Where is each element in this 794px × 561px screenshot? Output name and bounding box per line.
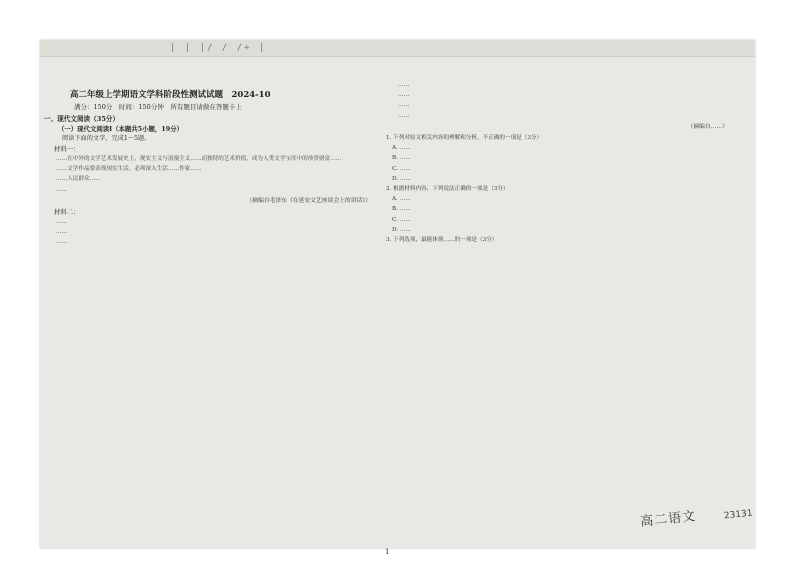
strip-marks: | | |/ / /+ | [170,43,267,53]
material1-paragraph: ……人民群众…… [56,176,101,183]
material2-paragraph: …… [56,219,68,226]
question-1-option: B. …… [392,155,411,162]
question-2: 2. 根据材料内容，下列说法正确的一项是（3分） [386,186,509,193]
material1-source: （摘编自毛泽东《在延安文艺座谈会上的讲话》） [246,197,371,204]
question-1-option: A. …… [392,145,411,152]
left-column [44,90,379,248]
material2-label: 材料二： [54,208,80,217]
question-2-option: A. …… [392,196,411,203]
exam-paper [40,40,755,556]
exam-subtitle: 满分：150分 时间：150分钟 所有题目请做在答题卡上 [74,103,242,111]
material1-paragraph: ……文学作品要表现现实生活，必须深入生活……作家…… [56,166,202,173]
material1-paragraph: …… [56,186,68,193]
section-heading: 一、现代文阅读（35分） [44,115,120,123]
question-1: 1. 下列对原文相关内容的理解和分析，不正确的一项是（3分） [386,135,543,142]
right-paragraph: …… [398,102,410,109]
material1-paragraph: ……在中外的文学艺术发展史上，现实主义与浪漫主义……而独特的艺术价值，成为人类文学宝库中的珍贵财富…… [56,156,342,162]
binding-strip [40,40,755,57]
question-1-option: D. …… [392,175,412,182]
handwritten-note: 高二语文 [639,509,697,530]
right-paragraph: …… [398,92,410,99]
right-source: （摘编自……） [687,123,728,130]
exam-title: 高二年级上学期语文学科阶段性测试试题 2024-10 [70,90,271,100]
instruction-text: 阅读下面的文字，完成1～5题。 [62,135,151,142]
question-1-option: C. …… [392,165,411,172]
material2-paragraph: …… [56,229,68,236]
question-2-option: C. …… [392,216,411,223]
page-number: 1 [385,548,390,556]
subsection-heading: （一）现代文阅读Ⅰ（本题共5小题，19分） [58,125,183,133]
question-2-option: B. …… [392,206,411,213]
material2-paragraph: …… [56,239,68,246]
handwritten-number: 23131 [723,508,754,522]
right-paragraph: …… [398,82,410,88]
question-2-option: D. …… [392,226,412,233]
right-paragraph: …… [398,112,410,119]
question-3: 3. 下列选项，最能体现……的一项是（3分） [386,237,498,244]
material1-label: 材料一： [54,145,80,153]
right-column [386,80,736,245]
